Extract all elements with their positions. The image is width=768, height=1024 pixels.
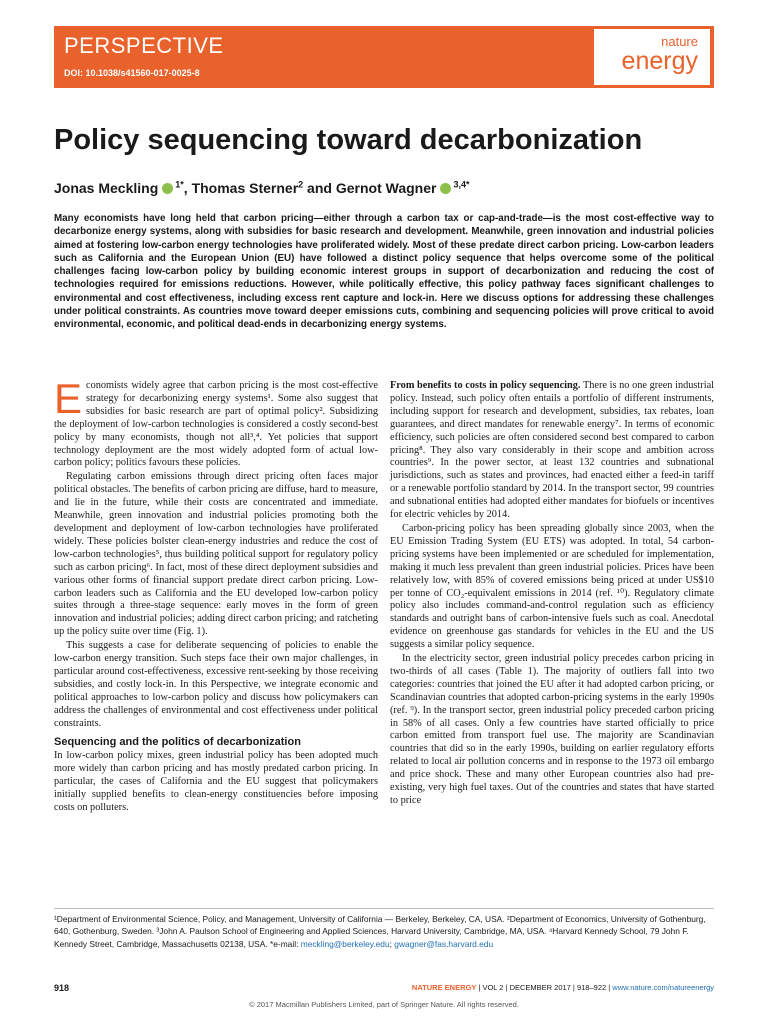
article-title: Policy sequencing toward decarbonization — [54, 124, 643, 156]
journal-citation-line — [412, 983, 714, 992]
orcid-icon[interactable] — [162, 183, 173, 194]
body-paragraph: From benefits to costs in policy sequencing. There is no one green industrial policy. Instead, such policy often entails a portfolio of different instruments, including support for research and development, subsidies, tax rebates, loan guarantees, and direct mandates for renewable energy⁷. In terms of economic efficiency, such policies are often considered second best compared to carbon pricing⁸. They also vary considerably in their scope and ambition across countries⁹. In the power sector, at least 132 countries and subnational jurisdictions, such as states and provinces, had enacted either a feed-in tariff or a renewable portfolio standard by 2014. In the transport sector, 99 countries and subnational entities had adopted either mandates for biofuels or incentives for electric vehicles by 2014. — [390, 380, 715, 521]
journal-logo-line1: nature — [661, 34, 698, 49]
journal-logo-line2: energy — [621, 47, 698, 75]
abstract: Many economists have long held that carbon pricing—either through a carbon tax or cap-and-trade—is the most cost-effective way to decarbonize energy systems, along with subsidies for basic research and development. Meanwhile, green innovation and industrial policies aimed at fostering low-carbon energy technologies have proliferated widely. Most of these predate direct carbon pricing. Low-carbon leaders such as California and the European Union (EU) have followed a distinct policy sequence that helps overcome some of the political challenges facing low-carbon policy by building economic interest groups in support of decarbonization and reducing the cost of technologies required for emissions reductions. However, while politically effective, this policy pathway faces significant challenges to environmental and cost effectiveness, including excess rent capture and lock-in. Here we discuss options for addressing these challenges under political constraints. As countries move toward deeper emissions cuts, combining and sequencing policies will prove critical to avoid environmental, economic, and political dead-ends in decarbonizing energy systems. — [54, 213, 714, 331]
footnote-divider — [54, 908, 714, 909]
body-paragraph: Carbon-pricing policy has been spreading globally since 2003, when the EU Emission Trading System (EU ETS) was adopted. In total, 54 carbon-pricing systems have been implemented or are scheduled for implementation, making it much less prevalent than green industrial policies. Prices have been relatively low, with 85% of covered emissions being priced at under US$10 per tonne of CO₂-equivalent emissions in 2014 (ref. ¹⁰). Regulatory climate policy also includes command-and-control regulation such as efficiency standards and outright bans of carbon-intensive fuels such as coal. Anecdotal evidence on greenhouse gas standards for vehicles in the EU and the US suggests a similar policy sequence. — [390, 522, 714, 651]
body-paragraph: This suggests a case for deliberate sequencing of policies to enable the low-carbon energy transition. Such steps face their own major challenges, in particular around cost-effectiveness, excessive rent-seeking by those receiving subsidies, and costly lock-in. In this Perspective, we integrate economic and political approaches to low-carbon policy and discuss how policymakers can address the challenges of environmental and cost effectiveness under political constraints. — [54, 640, 378, 729]
body-paragraph: Regulating carbon emissions through direct pricing often faces major political obstacles. The benefits of carbon pricing are diffuse, hard to measure, and lie in the future, while their costs are concentrated and immediate. Meanwhile, green innovation and industrial policies promoting both the development and deployment of low-carbon technologies have proliferated widely. These policies bolster clean-energy industries and reduce the cost of low-carbon technologies⁵, thus building political support for regulatory policy such as carbon pricing⁶. In fact, most of these direct deployment subsidies and various other forms of financial support predate direct carbon pricing. Low-carbon leaders such as California and the EU developed low-carbon policy suites through a three-stage sequence: early moves in the form of green innovation and industrial policies; adding direct carbon pricing; and ratcheting up the policy suite over time (Fig. 1). — [54, 471, 378, 638]
copyright-notice: © 2017 Macmillan Publishers Limited, part of Springer Nature. All rights reserved. — [249, 1000, 519, 1009]
article-type-label: PERSPECTIVE — [64, 33, 224, 58]
issue-info: | VOL 2 | DECEMBER 2017 | 918–922 | — [476, 983, 613, 992]
doi-link[interactable]: DOI: 10.1038/s41560-017-0025-8 — [64, 68, 200, 78]
body-paragraph: In the electricity sector, green industrial policy precedes carbon pricing in two-thirds of all cases (Table 1). The majority of outliers fall into two categories: countries that joined the EU after it had adopted carbon pricing, or Scandinavian countries that adopted carbon-pricing systems in the early 1990s (ref. ⁹). In the transport sector, green industrial policy preceded carbon pricing in 58% of all cases. Only a few countries have started officially to price carbon emitted from transport fuel use. The majority are Scandinavian countries that did so in the early 1990s, building on earlier regulatory efforts related to local air pollution concerns and in response to the 1973 oil embargo and price shock. These and many other European countries also had pre-existing, very high fuel taxes. Out of the countries and states that have started to price — [390, 653, 714, 806]
author-affiliation: 2 — [298, 179, 304, 190]
author-affiliation: 1* — [175, 179, 184, 190]
run-in-heading: From benefits to costs in policy sequencing. — [390, 380, 581, 391]
body-column-right — [390, 380, 714, 809]
email-link[interactable]: gwagner@fas.harvard.edu — [394, 938, 494, 949]
article-type-banner — [54, 26, 714, 88]
author-separator: , — [183, 180, 192, 196]
author-affiliation: 3,4* — [453, 179, 470, 190]
author-and: and — [303, 180, 336, 196]
journal-url-link[interactable]: www.nature.com/natureenergy — [612, 983, 714, 992]
section-heading: Sequencing and the politics of decarbonization — [54, 736, 301, 749]
page-number: 918 — [54, 983, 70, 993]
email-link[interactable]: meckling@berkeley.edu — [300, 938, 390, 949]
body-paragraph: In low-carbon policy mixes, green industrial policy has been adopted much more widely than carbon pricing and has mostly predated carbon pricing. In particular, the cases of California and the EU suggest that policymakers initially supplied benefits to clean-energy constituencies before imposing costs on polluters. — [54, 750, 378, 813]
author-list — [54, 180, 469, 196]
author-name[interactable]: Gernot Wagner — [335, 180, 437, 196]
journal-name: NATURE ENERGY — [411, 983, 477, 992]
body-paragraph: Economists widely agree that carbon pricing is the most cost-effective strategy for decarbonizing energy systems¹. Some also suggest that subsidies for basic research are part of optimal policy². Subsidizing the deployment of low-carbon technologies is considered a costly second-best policy by many economists, though not all³,⁴. Yet policies that support technology deployment are the most widely adopted form of actual low-carbon policy; politics favours these policies. — [54, 375, 378, 469]
affiliations-footnote: ¹Department of Environmental Science, Policy, and Management, University of California — Berkeley, Berkeley, CA, USA. ²Department of Economics, University of Gothenburg, 640, Gothenburg, Sweden. ³John A. Paulson School of Engineering and Applied Sciences, Harvard University, Cambridge, MA, USA. ⁴Harvard Kennedy School, 79 John F. Kennedy Street, Cambridge, Massachusetts 02138, USA. *e-mail: meckling@berkeley.edu; gwagner@fas.harvard.edu — [54, 914, 706, 949]
author-name[interactable]: Thomas Sterner — [191, 180, 299, 196]
journal-logo — [594, 29, 710, 85]
body-column-left — [54, 375, 378, 816]
author-name[interactable]: Jonas Meckling — [54, 180, 159, 196]
orcid-icon[interactable] — [440, 183, 451, 194]
drop-cap: E — [54, 375, 83, 422]
